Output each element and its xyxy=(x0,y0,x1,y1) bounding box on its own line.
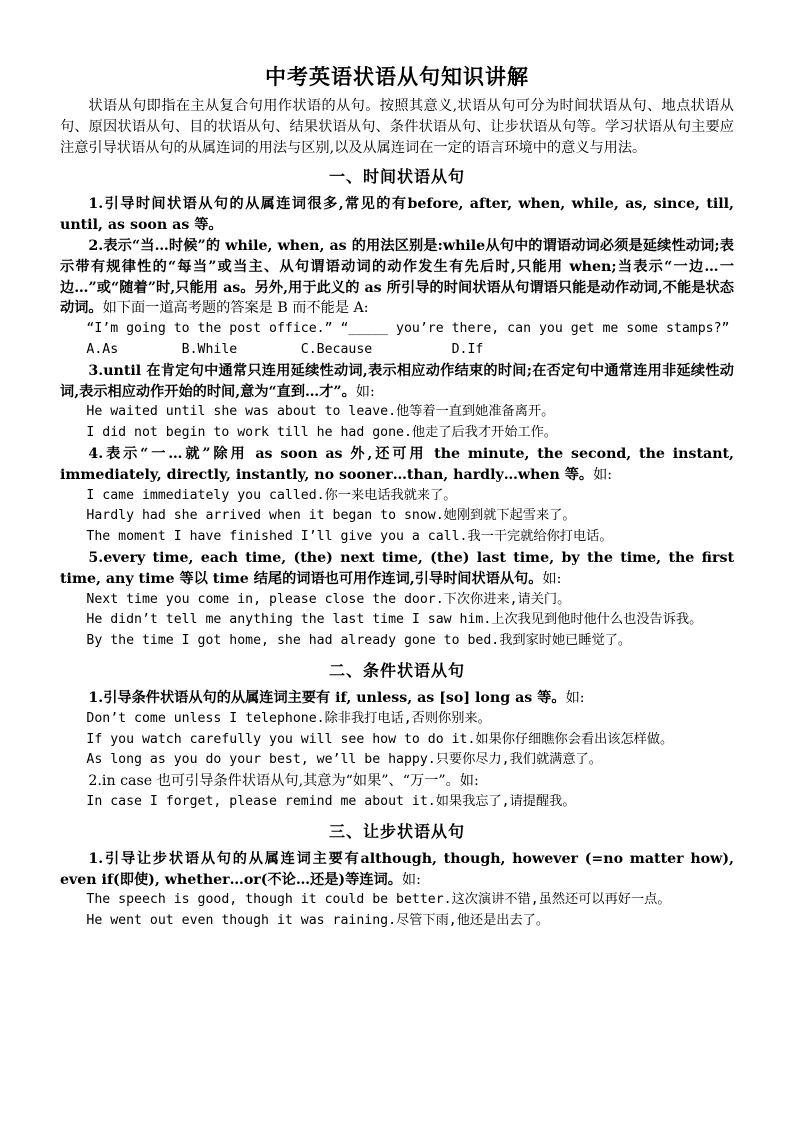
time-point-3-rule: 3.until 在肯定句中通常只连用延续性动词,表示相应动作结束的时间;在否定句中通常连用非延续性动词,表示相应动作开始的时间,意为“直到…才”。 xyxy=(60,362,734,400)
example-sentence: The moment I have finished I’ll give you a call.我一干完就给你打电话。 xyxy=(86,529,613,545)
document-title: 中考英语状语从句知识讲解 xyxy=(265,65,529,89)
condition-point-1-rule: 1.引导条件状语从句的从属连词主要有 if, unless, as [so] long as 等。 xyxy=(88,689,566,706)
example-sentence: He didn’t tell me anything the last time I saw him.上次我见到他时他什么也没告诉我。 xyxy=(86,612,703,628)
section-heading-time: 一、时间状语从句 xyxy=(328,167,465,187)
time-point-4 xyxy=(60,444,734,486)
condition-point-1-note: 如: xyxy=(565,689,585,706)
example-sentence: He went out even though it was raining.尽管下雨,他还是出去了。 xyxy=(86,913,550,929)
example-sentence: In case I forget, please remind me about it.如果我忘了,请提醒我。 xyxy=(86,793,576,809)
example-sentence: He waited until she was about to leave.他等着一直到她准备离开。 xyxy=(86,404,555,420)
example-sentence: Hardly had she arrived when it began to snow.她刚到就下起雪来了。 xyxy=(86,508,576,524)
concession-point-1-note: 如: xyxy=(401,871,421,888)
time-point-4-note: 如: xyxy=(593,466,613,483)
time-point-1: 1.引导时间状语从句的从属连词很多,常见的有before, after, when, while, as, since, till, until, as soon as 等。 xyxy=(60,196,734,234)
condition-point-2: 2.in case 也可引导条件状语从句,其意为“如果”、“万一”。如: xyxy=(88,773,479,790)
time-point-4-rule: 4.表示“一…就”除用 as soon as 外,还可用 the minute, the second, the instant, immediately, directly, instantly, no sooner…than, hardly…when 等。 xyxy=(60,445,734,483)
example-sentence: Next time you come in, please close the door.下次你进来,请关门。 xyxy=(86,591,571,607)
example-question: “I’m going to the post office.” “_____ you’re there, can you get me some stamps?” xyxy=(86,321,730,337)
example-sentence: By the time I got home, she had already gone to bed.我到家时她已睡觉了。 xyxy=(86,633,632,649)
section-heading-concession: 三、让步状语从句 xyxy=(328,821,465,841)
example-sentence: I came immediately you called.你一来电话我就来了。 xyxy=(86,487,457,503)
time-point-2-note: 如下面一道高考题的答案是 B 而不能是 A: xyxy=(102,300,369,317)
example-sentence: The speech is good, though it could be better.这次演讲不错,虽然还可以再好一点。 xyxy=(86,892,671,908)
section-heading-condition: 二、条件状语从句 xyxy=(328,660,465,680)
time-point-5-note: 如: xyxy=(542,570,562,587)
condition-point-1 xyxy=(60,688,734,709)
concession-point-1-rule: 1.引导让步状语从句的从属连词主要有although, though, however (=no matter how), even if(即使), whether…or(不论…还是)等连词。 xyxy=(60,850,734,888)
time-point-2-rule: 2.表示“当…时候”的 while, when, as 的用法区别是:while从句中的谓语动词必须是延续性动词;表示带有规律性的“每当”或当主、从句谓语动词的动作发生有先后时,只能用 when;当表示“一边…一边…”或“随着”时,只能用 as。另外,用于此义的 as 所引导的时间状语从句谓语只能是动作动词,不能是状态动词。 xyxy=(60,237,734,317)
time-point-5-rule: 5.every time, each time, (the) next time, (the) last time, by the time, the first time, any time 等以 time 结尾的词语也可用作连词,引导时间状语从句。 xyxy=(60,549,734,587)
time-point-5 xyxy=(60,548,734,590)
concession-point-1 xyxy=(60,849,734,891)
document-page xyxy=(60,62,734,932)
example-sentence: I did not begin to work till he had gone.他走了后我才开始工作。 xyxy=(86,425,557,441)
time-point-3-note: 如: xyxy=(355,383,375,400)
example-sentence: As long as you do your best, we’ll be happy.只要你尽力,我们就满意了。 xyxy=(86,752,602,768)
time-point-3 xyxy=(60,361,734,403)
example-sentence: If you watch carefully you will see how to do it.如果你仔细瞧你会看出该怎样做。 xyxy=(86,731,674,747)
time-point-2 xyxy=(60,236,734,319)
answer-options: A.As B.While C.Because D.If xyxy=(86,341,484,357)
intro-paragraph: 状语从句即指在主从复合句用作状语的从句。按照其意义,状语从句可分为时间状语从句、地点状语从句、原因状语从句、目的状语从句、结果状语从句、条件状语从句、让步状语从句等。学习状语从句主要应注意引导状语从句的从属连词的用法与区别,以及从属连词在一定的语言环境中的意义与用法。 xyxy=(60,98,734,156)
example-sentence: Don’t come unless I telephone.除非我打电话,否则你别来。 xyxy=(86,710,491,726)
